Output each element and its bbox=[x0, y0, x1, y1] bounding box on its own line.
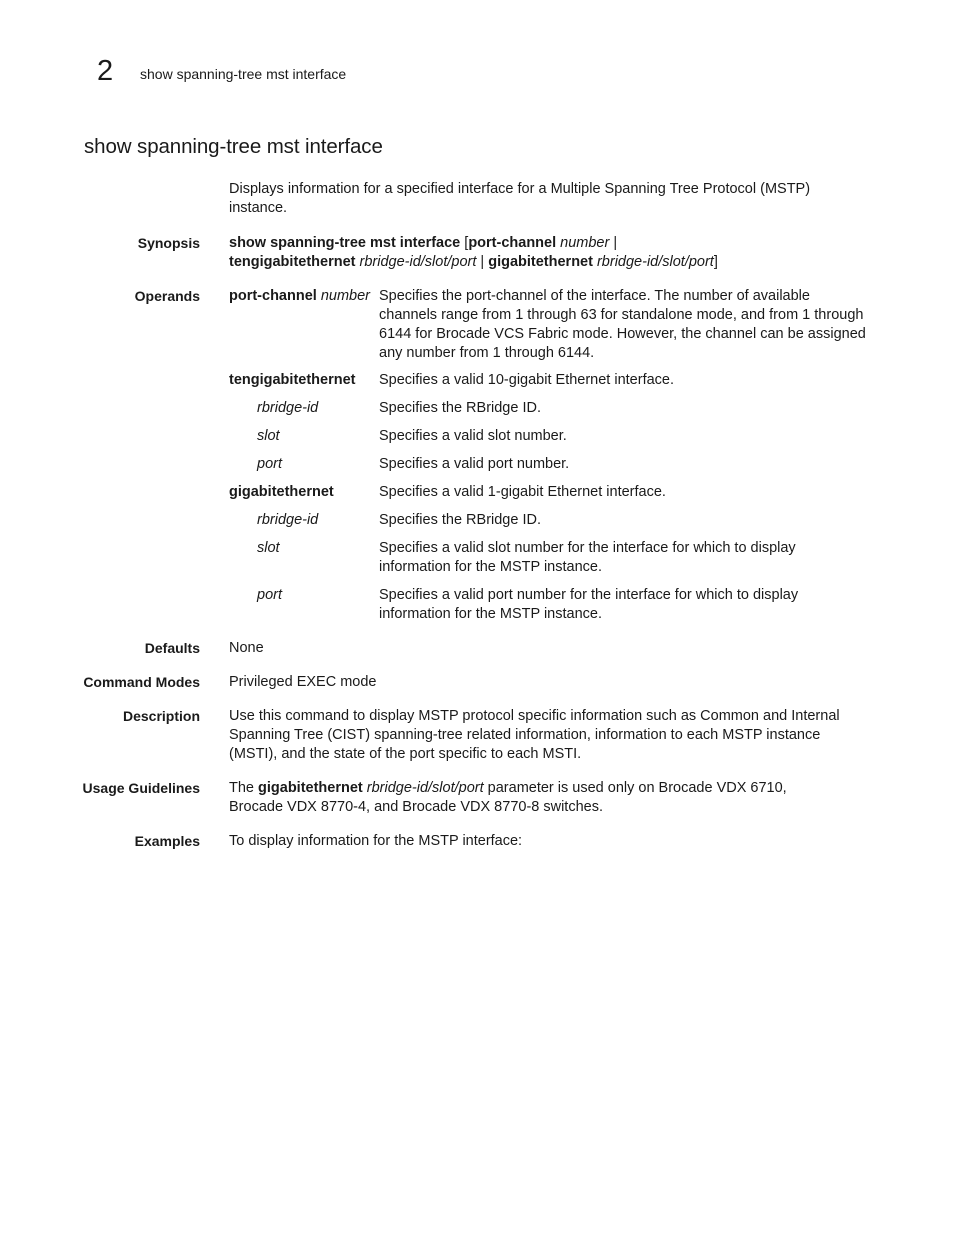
usage-args: rbridge-id/slot/port bbox=[362, 780, 484, 796]
synopsis-gig: gigabitethernet bbox=[484, 254, 593, 270]
operand-port-channel-arg: number bbox=[316, 288, 371, 304]
examples-text: To display information for the MSTP interface: bbox=[229, 833, 523, 849]
intro-paragraph: Displays information for a specified interface for a Multiple Spanning Tree Protocol (MSTP) instance. bbox=[229, 181, 811, 216]
label-synopsis: Synopsis bbox=[137, 235, 200, 251]
usage-guidelines-text bbox=[229, 779, 809, 817]
label-examples: Examples bbox=[134, 833, 200, 849]
synopsis-close-bracket: ] bbox=[713, 254, 718, 270]
synopsis-tengig: tengigabitethernet bbox=[229, 254, 356, 270]
operand-gig-term: gigabitethernet bbox=[229, 484, 334, 500]
usage-post: parameter is used only on Brocade VDX 6710, Brocade VDX 8770-4, and Brocade VDX 8770-8 switches. bbox=[229, 780, 787, 815]
defaults-text: None bbox=[229, 640, 264, 656]
running-title: show spanning-tree mst interface bbox=[140, 66, 347, 82]
chapter-number: 2 bbox=[97, 55, 114, 87]
synopsis-port-channel: port-channel bbox=[468, 235, 557, 251]
operand-port-channel-desc: Specifies the port-channel of the interface. The number of available channels range from 1 through 63 for standalone mode, and from 1 through 6144 for Brocade VCS Fabric mode. However, the channel can be assigned any number from 1 through 6144. bbox=[379, 288, 866, 361]
page-title: show spanning-tree mst interface bbox=[84, 135, 383, 158]
synopsis-bar-2: | bbox=[480, 254, 485, 270]
synopsis-open-bracket: [ bbox=[460, 235, 469, 251]
command-modes-text: Privileged EXEC mode bbox=[229, 674, 377, 690]
operand-tengig-desc: Specifies a valid 10-gigabit Ethernet interface. bbox=[379, 372, 675, 388]
label-usage-guidelines: Usage Guidelines bbox=[82, 780, 200, 796]
synopsis-gig-args: rbridge-id/slot/port bbox=[592, 254, 714, 270]
label-operands: Operands bbox=[134, 288, 200, 304]
synopsis-tengig-args: rbridge-id/slot/port bbox=[355, 254, 481, 270]
operand-tengig-rbridge-desc: Specifies the RBridge ID. bbox=[379, 400, 541, 416]
operand-gig-rbridge-desc: Specifies the RBridge ID. bbox=[379, 512, 541, 528]
synopsis-command: show spanning-tree mst interface bbox=[229, 235, 461, 251]
operand-tengig-rbridge: rbridge-id bbox=[257, 400, 319, 416]
synopsis-bar: | bbox=[613, 235, 618, 251]
operand-gig-desc: Specifies a valid 1-gigabit Ethernet interface. bbox=[379, 484, 666, 500]
operand-gig-port: port bbox=[257, 587, 282, 603]
operand-tengig-port-desc: Specifies a valid port number. bbox=[379, 456, 570, 472]
label-description: Description bbox=[122, 708, 200, 724]
description-text: Use this command to display MSTP protocol specific information such as Common and Internal Spanning Tree (CIST) spanning-tree related information, information to each MSTP instance (MSTI), and the state of the port specific to each MSTI. bbox=[229, 708, 840, 762]
operand-port-channel bbox=[229, 287, 370, 306]
operand-tengig-slot-desc: Specifies a valid slot number. bbox=[379, 428, 567, 444]
operand-gig-rbridge: rbridge-id bbox=[257, 512, 319, 528]
operand-tengig-term: tengigabitethernet bbox=[229, 372, 356, 388]
usage-pre: The bbox=[229, 780, 259, 796]
operand-gig-slot: slot bbox=[257, 540, 280, 556]
synopsis-text bbox=[229, 234, 829, 272]
operand-tengig-slot: slot bbox=[257, 428, 280, 444]
operand-gig-slot-desc: Specifies a valid slot number for the interface for which to display information for the MSTP instance. bbox=[379, 540, 796, 575]
operand-tengig-port: port bbox=[257, 456, 282, 472]
operand-gig-port-desc: Specifies a valid port number for the interface for which to display information for the MSTP instance. bbox=[379, 587, 799, 622]
label-command-modes: Command Modes bbox=[83, 674, 200, 690]
synopsis-number: number bbox=[556, 235, 614, 251]
label-defaults: Defaults bbox=[144, 640, 200, 656]
operand-port-channel-term: port-channel bbox=[229, 288, 317, 304]
usage-term: gigabitethernet bbox=[258, 780, 363, 796]
